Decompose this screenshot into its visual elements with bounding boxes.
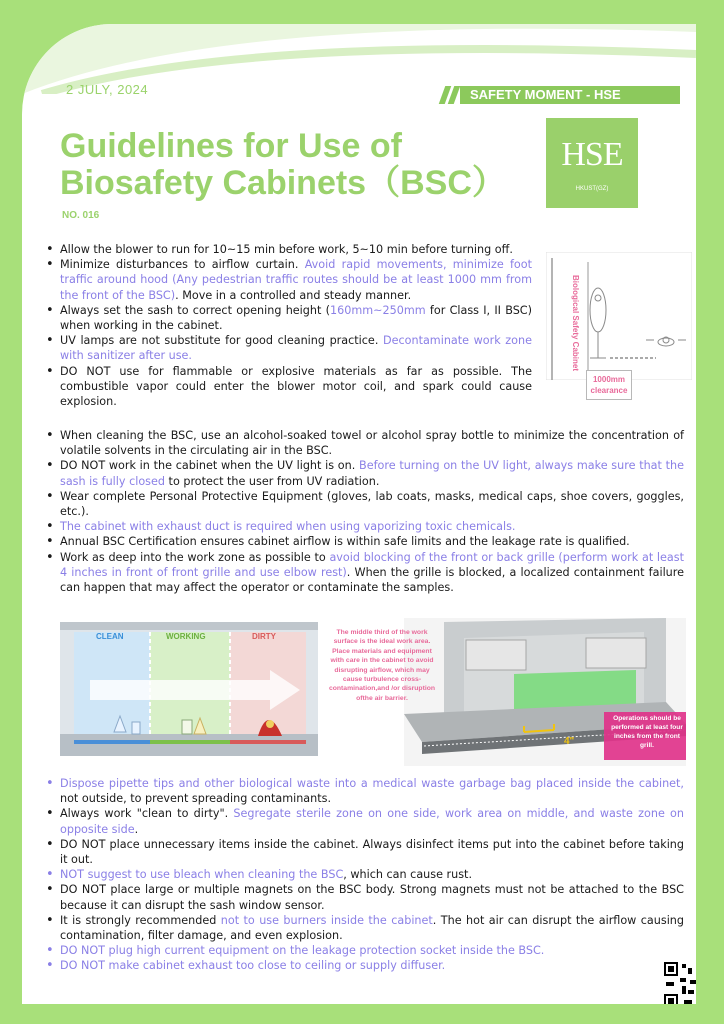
body-text: When cleaning the BSC, use an alcohol-soaked towel or alcohol spray bottle to minimize the concentration of volatile solvents in the circulating air in the BSC.	[60, 429, 684, 458]
tag-label: SAFETY MOMENT - HSE	[460, 86, 680, 104]
guideline-list-2	[44, 428, 684, 595]
guideline-item	[44, 776, 684, 806]
guideline-item	[44, 428, 684, 458]
body-text: . Move in a controlled and steady manner.	[175, 288, 412, 302]
body-text: Annual BSC Certification ensures cabinet airflow is within safe limits and the leakage rate is qualified.	[60, 535, 630, 549]
zone-working-label: WORKING	[166, 632, 206, 641]
highlighted-text: 160mm~250mm	[329, 303, 426, 317]
body-text: , which can cause rust.	[343, 868, 473, 882]
highlighted-text: Segregate sterile zone on one side, work area on middle, and waste zone on opposite side	[60, 807, 684, 836]
highlighted-text: Decontaminate work zone with sanitizer after use.	[60, 334, 532, 363]
guideline-item	[44, 867, 684, 882]
guideline-item	[44, 364, 532, 410]
clearance-label: 1000mm clearance	[586, 370, 632, 400]
body-text: Always set the sash to correct opening height (	[60, 303, 330, 317]
guideline-item	[44, 958, 684, 973]
zone-illustration	[60, 622, 318, 756]
body-text: Always work "clean to dirty".	[60, 807, 234, 821]
front-grill-caption: Operations should be performed at least four inches from the front grill.	[611, 715, 683, 749]
page-title	[60, 128, 540, 202]
highlighted-text: Dispose pipette tips and other biological waste into a medical waste garbage bag placed inside the cabinet,	[60, 777, 684, 790]
highlighted-text: Before turning on the UV light, always make sure that the sash is fully closed	[60, 459, 684, 488]
body-text: not outside, to prevent spreading contaminants.	[60, 792, 332, 806]
guideline-list-3	[44, 776, 684, 974]
body-text: DO NOT work in the cabinet when the UV light is on.	[60, 459, 360, 473]
highlighted-text: The cabinet with exhaust duct is required when using vaporizing toxic chemicals.	[60, 520, 516, 534]
guideline-item	[44, 534, 684, 549]
guideline-item	[44, 303, 532, 333]
clean-to-dirty-illustration	[60, 622, 318, 756]
safety-moment-tag	[442, 86, 680, 104]
body-text: Minimize disturbances to airflow curtain.	[60, 258, 305, 272]
title-line-2: Biosafety Cabinets（BSC）	[60, 164, 506, 202]
cabinet-label-box	[554, 264, 584, 382]
body-text: DO NOT place unnecessary items inside the cabinet. Always disinfect items put into the cabinet before taking it out.	[60, 837, 684, 867]
body-text: Allow the blower to run for 10~15 min before work, 5~10 min before turning off.	[60, 243, 513, 256]
zone-dirty-label: DIRTY	[252, 632, 276, 641]
zone-clean-label: CLEAN	[96, 632, 124, 641]
measure-label: 4"	[564, 736, 575, 747]
body-text: DO NOT use for flammable or explosive materials as far as possible. The combustible vapor could enter the blower motor coil, and spark could cause explosion.	[60, 364, 532, 409]
logo-subtext: HKUST(GZ)	[575, 186, 609, 192]
highlighted-text: Avoid rapid movements, minimize foot traffic around hood (Any pedestrian traffic routes should be at least 1000 mm from the front of the BSC)	[60, 258, 532, 302]
highlighted-text: DO NOT make cabinet exhaust too close to ceiling or supply diffuser.	[60, 959, 446, 973]
guideline-item	[44, 257, 532, 303]
guideline-item	[44, 550, 684, 596]
guideline-item	[44, 943, 684, 958]
body-text: . When the grille is blocked, a localized containment failure can happen that may affect the operator or contaminate the samples.	[60, 565, 685, 595]
highlighted-text: not to use burners inside the cabinet	[220, 913, 433, 927]
title-line-1: Guidelines for Use of	[60, 127, 402, 165]
cabinet-label: Biological Safety Cabinet	[571, 274, 580, 372]
guideline-item	[44, 458, 684, 488]
work-area-caption: The middle third of the work surface is the ideal work area. Place materials and equipment with care in the cabinet to avoid disrupting airflow, which may cause turbulence cross-contamination,and /or disruption ofthe air barrier.	[328, 629, 436, 702]
issue-number: NO. 016	[62, 210, 100, 221]
guideline-item	[44, 519, 684, 534]
logo-text: HSE	[561, 136, 623, 173]
guideline-item	[44, 489, 684, 519]
body-text: Work as deep into the work zone as possible to	[60, 550, 330, 564]
body-text: for Class I, II BSC) when working in the cabinet.	[60, 303, 532, 333]
body-text: . The hot air can disrupt the airflow causing contamination, filter damage, and even explosion.	[60, 913, 684, 943]
scan-prompt: Scan for more information	[482, 980, 598, 991]
guideline-list-1	[44, 242, 532, 409]
bsc-clearance-diagram	[546, 252, 692, 395]
guideline-item	[44, 837, 684, 867]
guideline-item	[44, 806, 684, 836]
body-text: UV lamps are not substitute for good cleaning practice.	[60, 334, 383, 348]
body-text: .	[134, 822, 139, 836]
guideline-item	[44, 882, 684, 912]
qr-code-icon[interactable]	[662, 960, 696, 1004]
document-page	[22, 24, 696, 1004]
guideline-item	[44, 242, 532, 257]
body-text: to protect the user from UV radiation.	[165, 474, 380, 488]
guideline-item	[44, 913, 684, 943]
publish-date: 2 JULY, 2024	[66, 82, 149, 97]
guideline-item	[44, 333, 532, 363]
body-text: Wear complete Personal Protective Equipment (gloves, lab coats, masks, medical caps, shoe covers, goggles, etc.).	[60, 489, 684, 519]
hse-logo	[546, 118, 638, 208]
highlighted-text: NOT suggest to use bleach when cleaning the BSC	[60, 868, 344, 882]
body-text: It is strongly recommended	[60, 913, 221, 927]
body-text: DO NOT place large or multiple magnets on the BSC body. Strong magnets must not be attached to the BSC because it can disrupt the sash window sensor.	[60, 883, 684, 912]
highlighted-text: DO NOT plug high current equipment on the leakage protection socket inside the BSC.	[60, 944, 545, 958]
highlighted-text: avoid blocking of the front or back grille (perform work at least 4 inches in front of front grille and use elbow rest)	[60, 550, 684, 579]
